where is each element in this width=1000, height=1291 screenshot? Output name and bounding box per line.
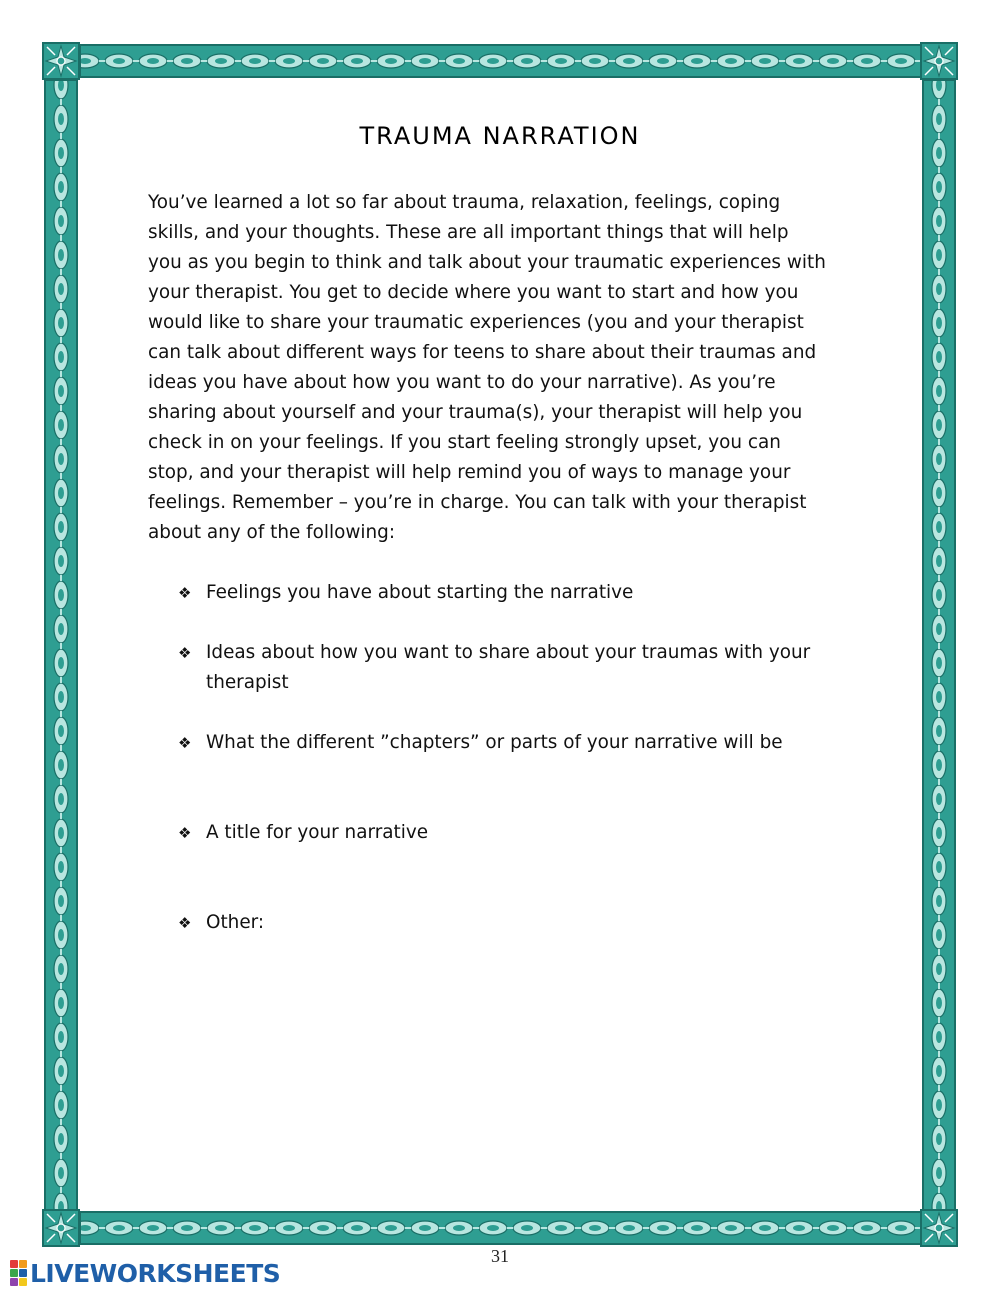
intro-line: can talk about different ways for teens to share about their traumas and: [148, 342, 817, 363]
diamond-bullet-icon: ❖: [178, 584, 192, 602]
border-left: [45, 80, 77, 1210]
diamond-bullet-icon: ❖: [178, 914, 192, 932]
corner-top-right: [921, 43, 957, 79]
list-item-text: Other:: [206, 912, 265, 933]
corner-bottom-right: [921, 1210, 957, 1246]
intro-line: sharing about yourself and your trauma(s), your therapist will help you: [148, 402, 803, 423]
border-top: [80, 45, 923, 77]
page-number: 31: [491, 1246, 509, 1266]
corner-bottom-left: [43, 1210, 79, 1246]
border-right: [923, 80, 955, 1210]
list-item-text: Feelings you have about starting the narrative: [206, 582, 634, 603]
intro-line: ideas you have about how you want to do your narrative). As you’re: [148, 372, 776, 393]
intro-line: You’ve learned a lot so far about trauma, relaxation, feelings, coping: [148, 192, 781, 213]
list-item-text: Ideas about how you want to share about your traumas with your: [206, 642, 811, 663]
diamond-bullet-icon: ❖: [178, 734, 192, 752]
list-item-text: therapist: [206, 672, 289, 693]
intro-line: you as you begin to think and talk about your traumatic experiences with: [148, 252, 826, 273]
page-title: TRAUMA NARRATION: [359, 122, 641, 150]
intro-line: check in on your feelings. If you start feeling strongly upset, you can: [148, 432, 781, 453]
diamond-bullet-icon: ❖: [178, 824, 192, 842]
intro-line: about any of the following:: [148, 522, 396, 543]
liveworksheets-watermark: [10, 1258, 280, 1288]
diamond-bullet-icon: ❖: [178, 644, 192, 662]
intro-line: your therapist. You get to decide where you want to start and how you: [148, 282, 799, 303]
intro-line: feelings. Remember – you’re in charge. You can talk with your therapist: [148, 492, 807, 513]
liveworksheets-text: LIVEWORKSHEETS: [30, 1258, 281, 1288]
border-bottom: [80, 1212, 923, 1244]
corner-top-left: [43, 43, 79, 79]
list-item-text: A title for your narrative: [206, 822, 429, 843]
intro-paragraph: [148, 188, 858, 548]
intro-line: would like to share your traumatic experiences (you and your therapist: [148, 312, 804, 333]
intro-line: skills, and your thoughts. These are all important things that will help: [148, 222, 789, 243]
liveworksheets-logo-icon: [10, 1260, 27, 1286]
intro-line: stop, and your therapist will help remind you of ways to manage your: [148, 462, 791, 483]
list-item-text: What the different ”chapters” or parts of your narrative will be: [206, 732, 783, 753]
